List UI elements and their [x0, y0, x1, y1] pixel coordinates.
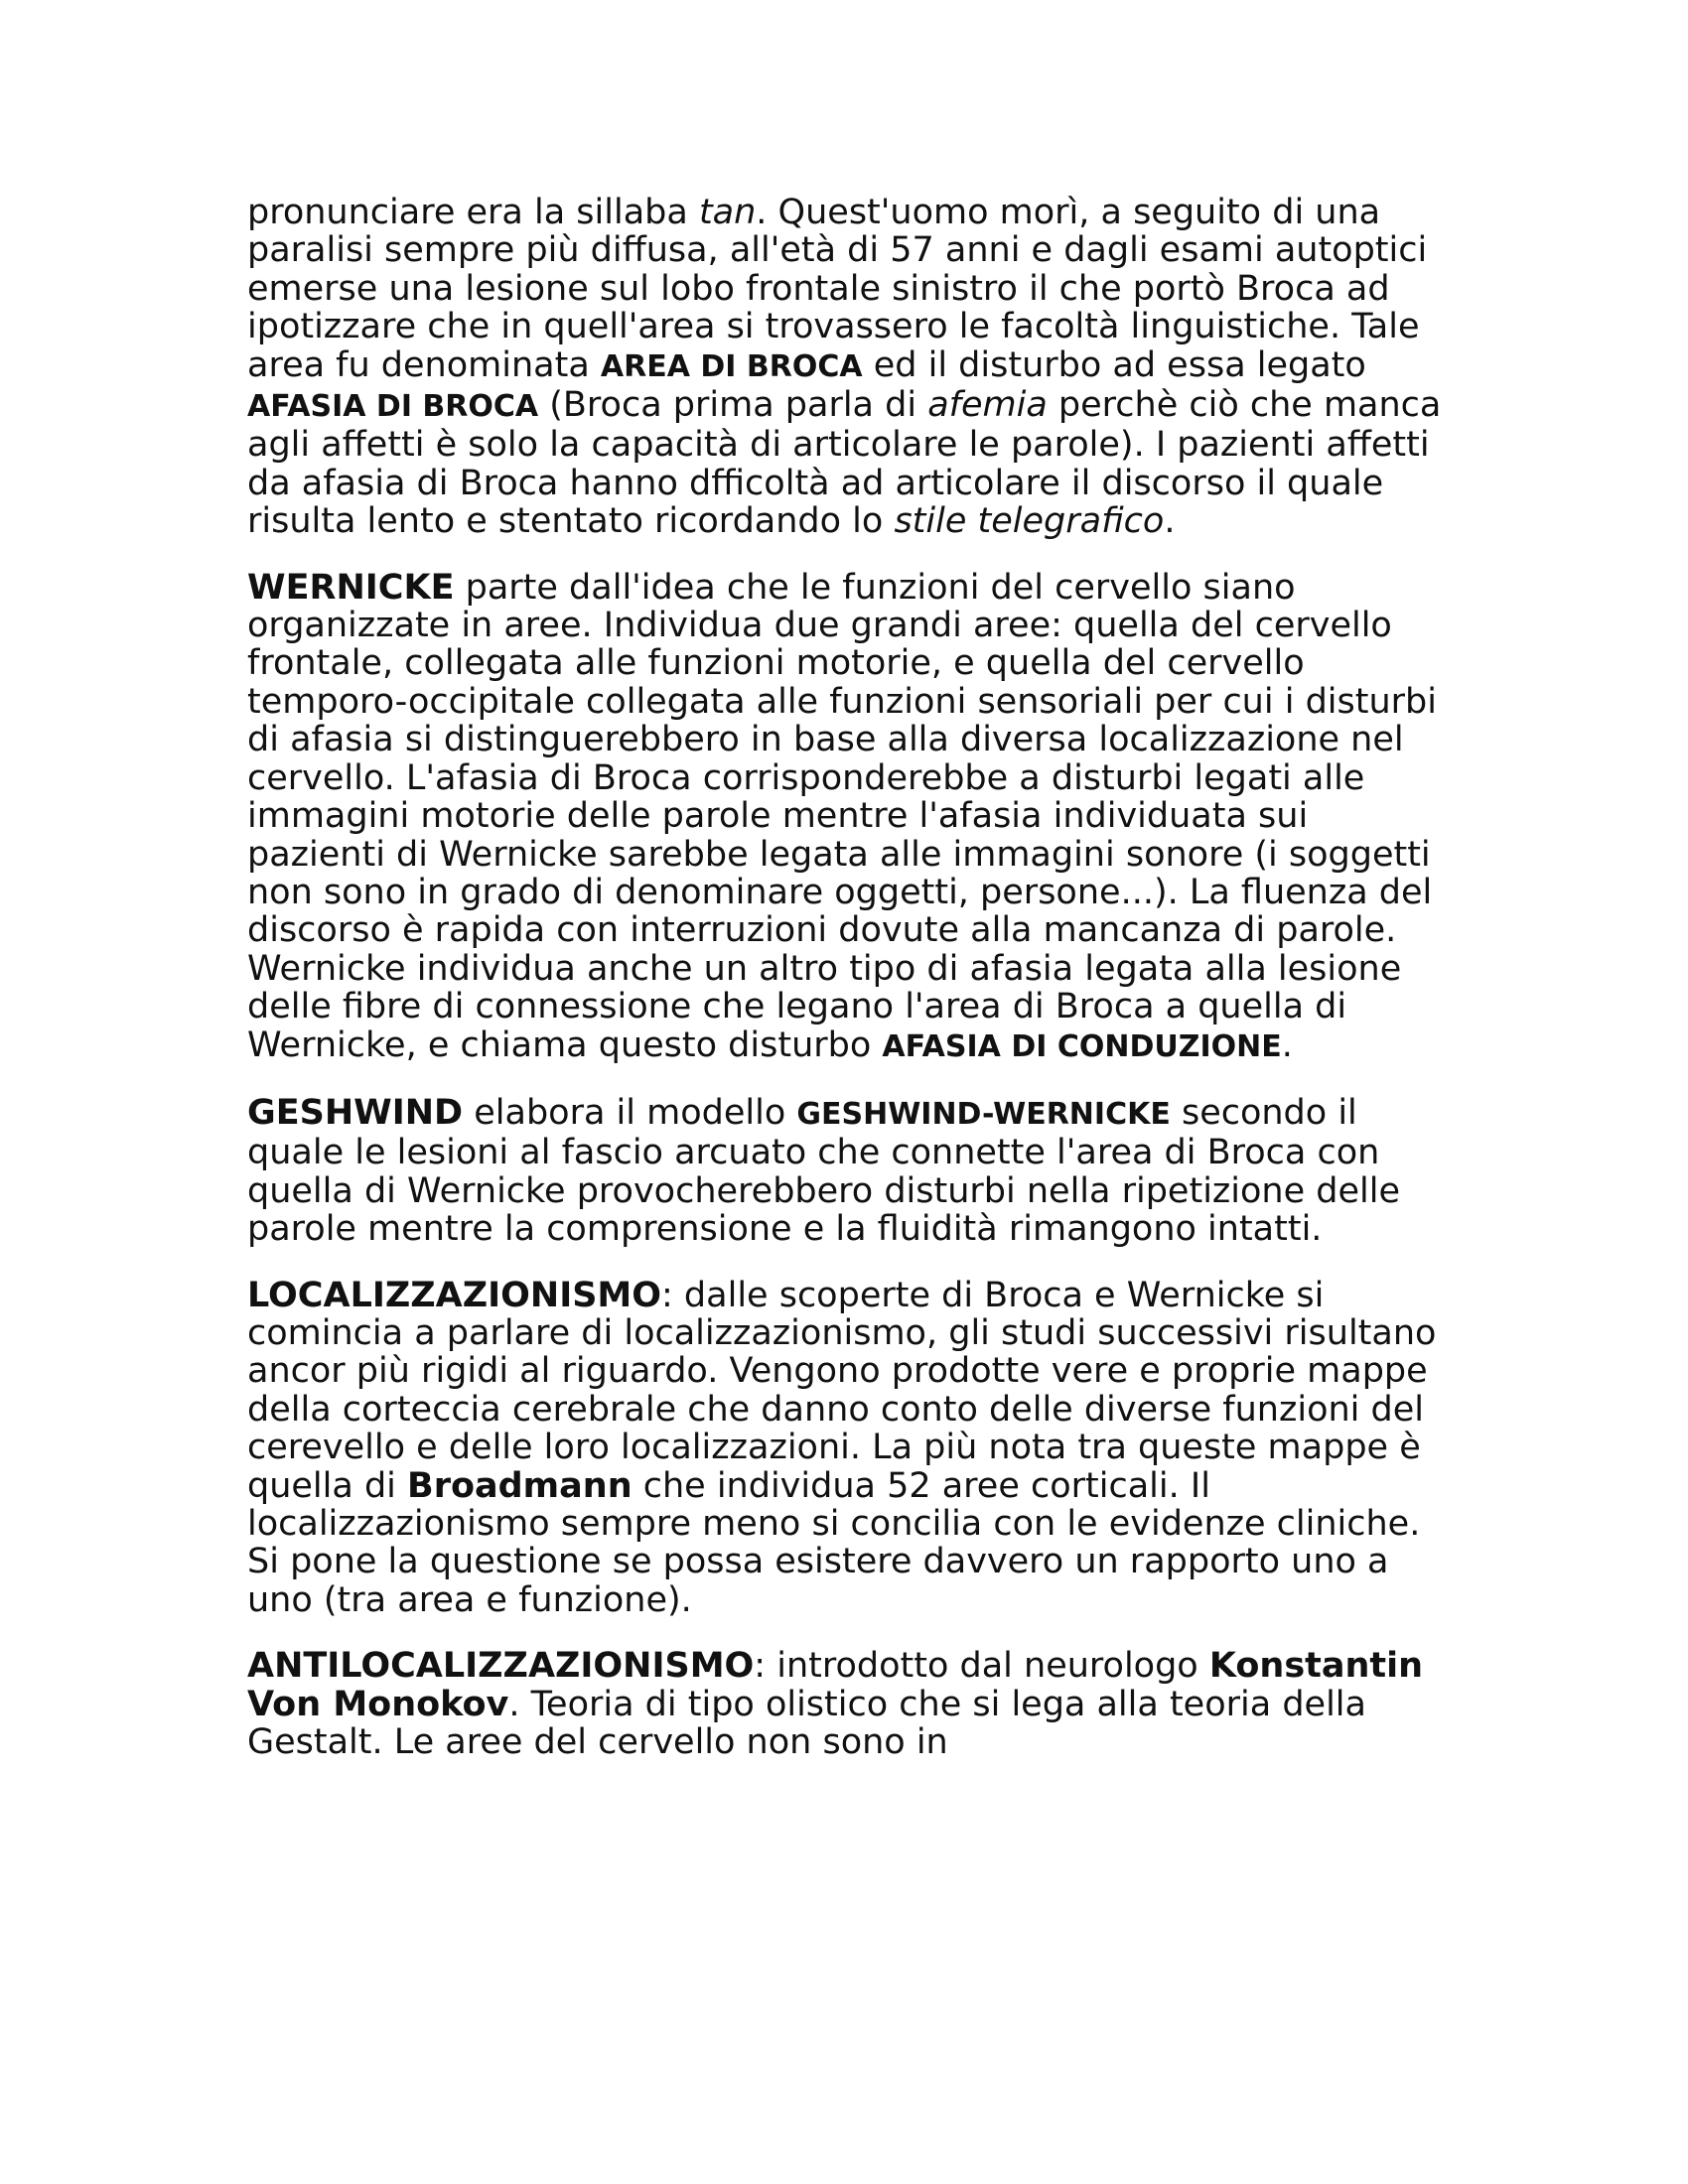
heading-localizzazionismo: LOCALIZZAZIONISMO — [247, 1275, 662, 1315]
term-afemia: afemia — [927, 385, 1048, 426]
term-afasia-di-conduzione: AFASIA DI CONDUZIONE — [882, 1028, 1282, 1064]
text-run: che individua 52 aree corticali. Il localizzazionismo sempre meno si concilia con le evidenze cliniche. Si pone la questione se possa esistere davvero un rapporto uno a uno (tra area e funzione). — [247, 1465, 1421, 1620]
text-run: . Quest'uomo morì, a seguito di una paralisi sempre più diffusa, all'età di 57 anni e dagli esami autoptici emerse una lesione sul lobo frontale sinistro il che portò Broca ad ipotizzare che in quell'area si trovassero le facoltà linguistiche. Tale area fu denominata — [247, 193, 1428, 385]
heading-geshwind: GESHWIND — [247, 1092, 464, 1133]
document-page — [247, 194, 1454, 1761]
paragraph-localizzazionismo — [247, 1277, 1454, 1620]
paragraph-wernicke — [247, 569, 1454, 1066]
term-afasia-di-broca: AFASIA DI BROCA — [247, 389, 539, 425]
term-area-di-broca: AREA DI BROCA — [600, 348, 863, 384]
text-run: perchè ciò che manca agli affetti è solo la capacità di articolare le parole). I pazienti affetti da afasia di Broca hanno dfficoltà ad articolare il discorso il quale risulta lento e stentato ricordando lo — [247, 385, 1442, 542]
text-run: : introdotto dal neurologo — [754, 1646, 1209, 1687]
text-run: . Teoria di tipo olistico che si lega alla teoria della Gestalt. Le aree del cervello non sono in — [247, 1684, 1366, 1763]
term-geshwind-wernicke: GESHWIND-WERNICKE — [796, 1096, 1171, 1132]
paragraph-geshwind — [247, 1094, 1454, 1249]
text-run: ed il disturbo ad essa legato — [862, 344, 1366, 385]
term-konstantin-von-monokov: Konstantin Von Monokov — [247, 1646, 1424, 1724]
heading-antilocalizzazionismo: ANTILOCALIZZAZIONISMO — [247, 1646, 755, 1687]
paragraph-broca — [247, 194, 1454, 541]
text-run: . — [1281, 1024, 1293, 1065]
term-tan: tan — [698, 193, 757, 232]
term-stile-telegrafico: stile telegrafico — [894, 501, 1165, 542]
heading-wernicke: WERNICKE — [247, 567, 455, 608]
text-run: elabora il modello — [463, 1092, 797, 1133]
text-run: pronunciare era la sillaba — [247, 193, 699, 232]
paragraph-antilocalizzazionismo — [247, 1647, 1454, 1761]
text-run: (Broca prima parla di — [538, 385, 928, 426]
text-run: parte dall'idea che le funzioni del cervello siano organizzate in aree. Individua due grandi aree: quella del cervello frontale, collegata alle funzioni motorie, e quella del cervello temporo-occipitale collegata alle funzioni sensoriali per cui i disturbi di afasia si distinguerebbero in base alla diversa localizzazione nel cervello. L'afasia di Broca corrisponderebbe a disturbi legati alle immagini motorie delle parole mentre l'afasia individuata sui pazienti di Wernicke sarebbe legata alle immagini sonore (i soggetti non sono in grado di denominare oggetti, persone...). La fluenza del discorso è rapida con interruzioni dovute alla mancanza di parole. Wernicke individua anche un altro tipo di afasia legata alla lesione delle fibre di connessione che legano l'area di Broca a quella di Wernicke, e chiama questo disturbo — [247, 567, 1437, 1065]
text-run: secondo il quale le lesioni al fascio arcuato che connette l'area di Broca con quella di Wernicke provocherebbero disturbi nella ripetizione delle parole mentre la comprensione e la fluidità rimangono intatti. — [247, 1092, 1400, 1250]
text-run: : dalle scoperte di Broca e Wernicke si comincia a parlare di localizzazionismo, gli studi successivi risultano ancor più rigidi al riguardo. Vengono prodotte vere e proprie mappe della corteccia cerebrale che danno conto delle diverse funzioni del cerevello e delle loro localizzazioni. La più nota tra queste mappe è quella di — [247, 1275, 1437, 1506]
text-run: . — [1164, 501, 1176, 542]
term-broadmann: Broadmann — [407, 1465, 633, 1506]
